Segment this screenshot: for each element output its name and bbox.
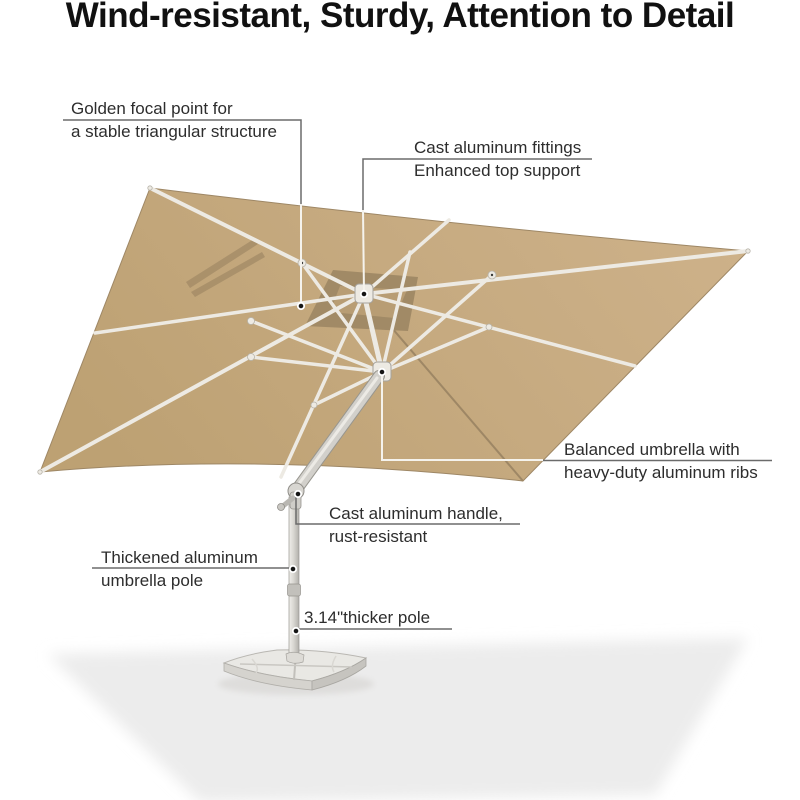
callout-thicker-pole bbox=[304, 606, 430, 629]
callout-thicker-pole-line1: 3.14"thicker pole bbox=[304, 608, 431, 627]
callout-cast-fittings bbox=[414, 136, 581, 182]
callout-handle bbox=[329, 502, 503, 548]
umbrella-pole bbox=[286, 497, 304, 663]
callout-dot-thicker-pole bbox=[293, 628, 299, 634]
callout-balanced-ribs bbox=[564, 438, 758, 484]
callout-dot-cast-fittings bbox=[361, 291, 367, 297]
callout-golden-focal-line2: a stable triangular structure bbox=[71, 122, 277, 141]
callout-cast-fittings-line1: Cast aluminum fittings bbox=[414, 138, 582, 157]
callout-dot-golden-focal bbox=[298, 303, 304, 309]
callout-balanced-ribs-line1: Balanced umbrella with bbox=[564, 440, 740, 459]
pole-socket bbox=[286, 652, 304, 663]
callout-dot-pole bbox=[290, 566, 296, 572]
pole-joint-collar bbox=[288, 584, 301, 596]
callout-pole bbox=[101, 546, 258, 592]
floor-shadow bbox=[48, 638, 748, 800]
callout-pole-line1: Thickened aluminum bbox=[101, 548, 258, 567]
headline: Wind-resistant, Sturdy, Attention to Detail bbox=[65, 0, 735, 35]
callout-balanced-ribs-line2: heavy-duty aluminum ribs bbox=[564, 463, 758, 482]
callout-dot-balanced-ribs bbox=[379, 369, 385, 375]
callout-handle-line1: Cast aluminum handle, bbox=[329, 504, 503, 523]
callout-handle-line2: rust-resistant bbox=[329, 527, 428, 546]
callout-pole-line2: umbrella pole bbox=[101, 571, 204, 590]
callout-dot-handle bbox=[295, 491, 301, 497]
callout-golden-focal-line1: Golden focal point for bbox=[71, 99, 233, 118]
callout-cast-fittings-line2: Enhanced top support bbox=[414, 161, 581, 180]
callout-golden-focal bbox=[71, 97, 277, 143]
